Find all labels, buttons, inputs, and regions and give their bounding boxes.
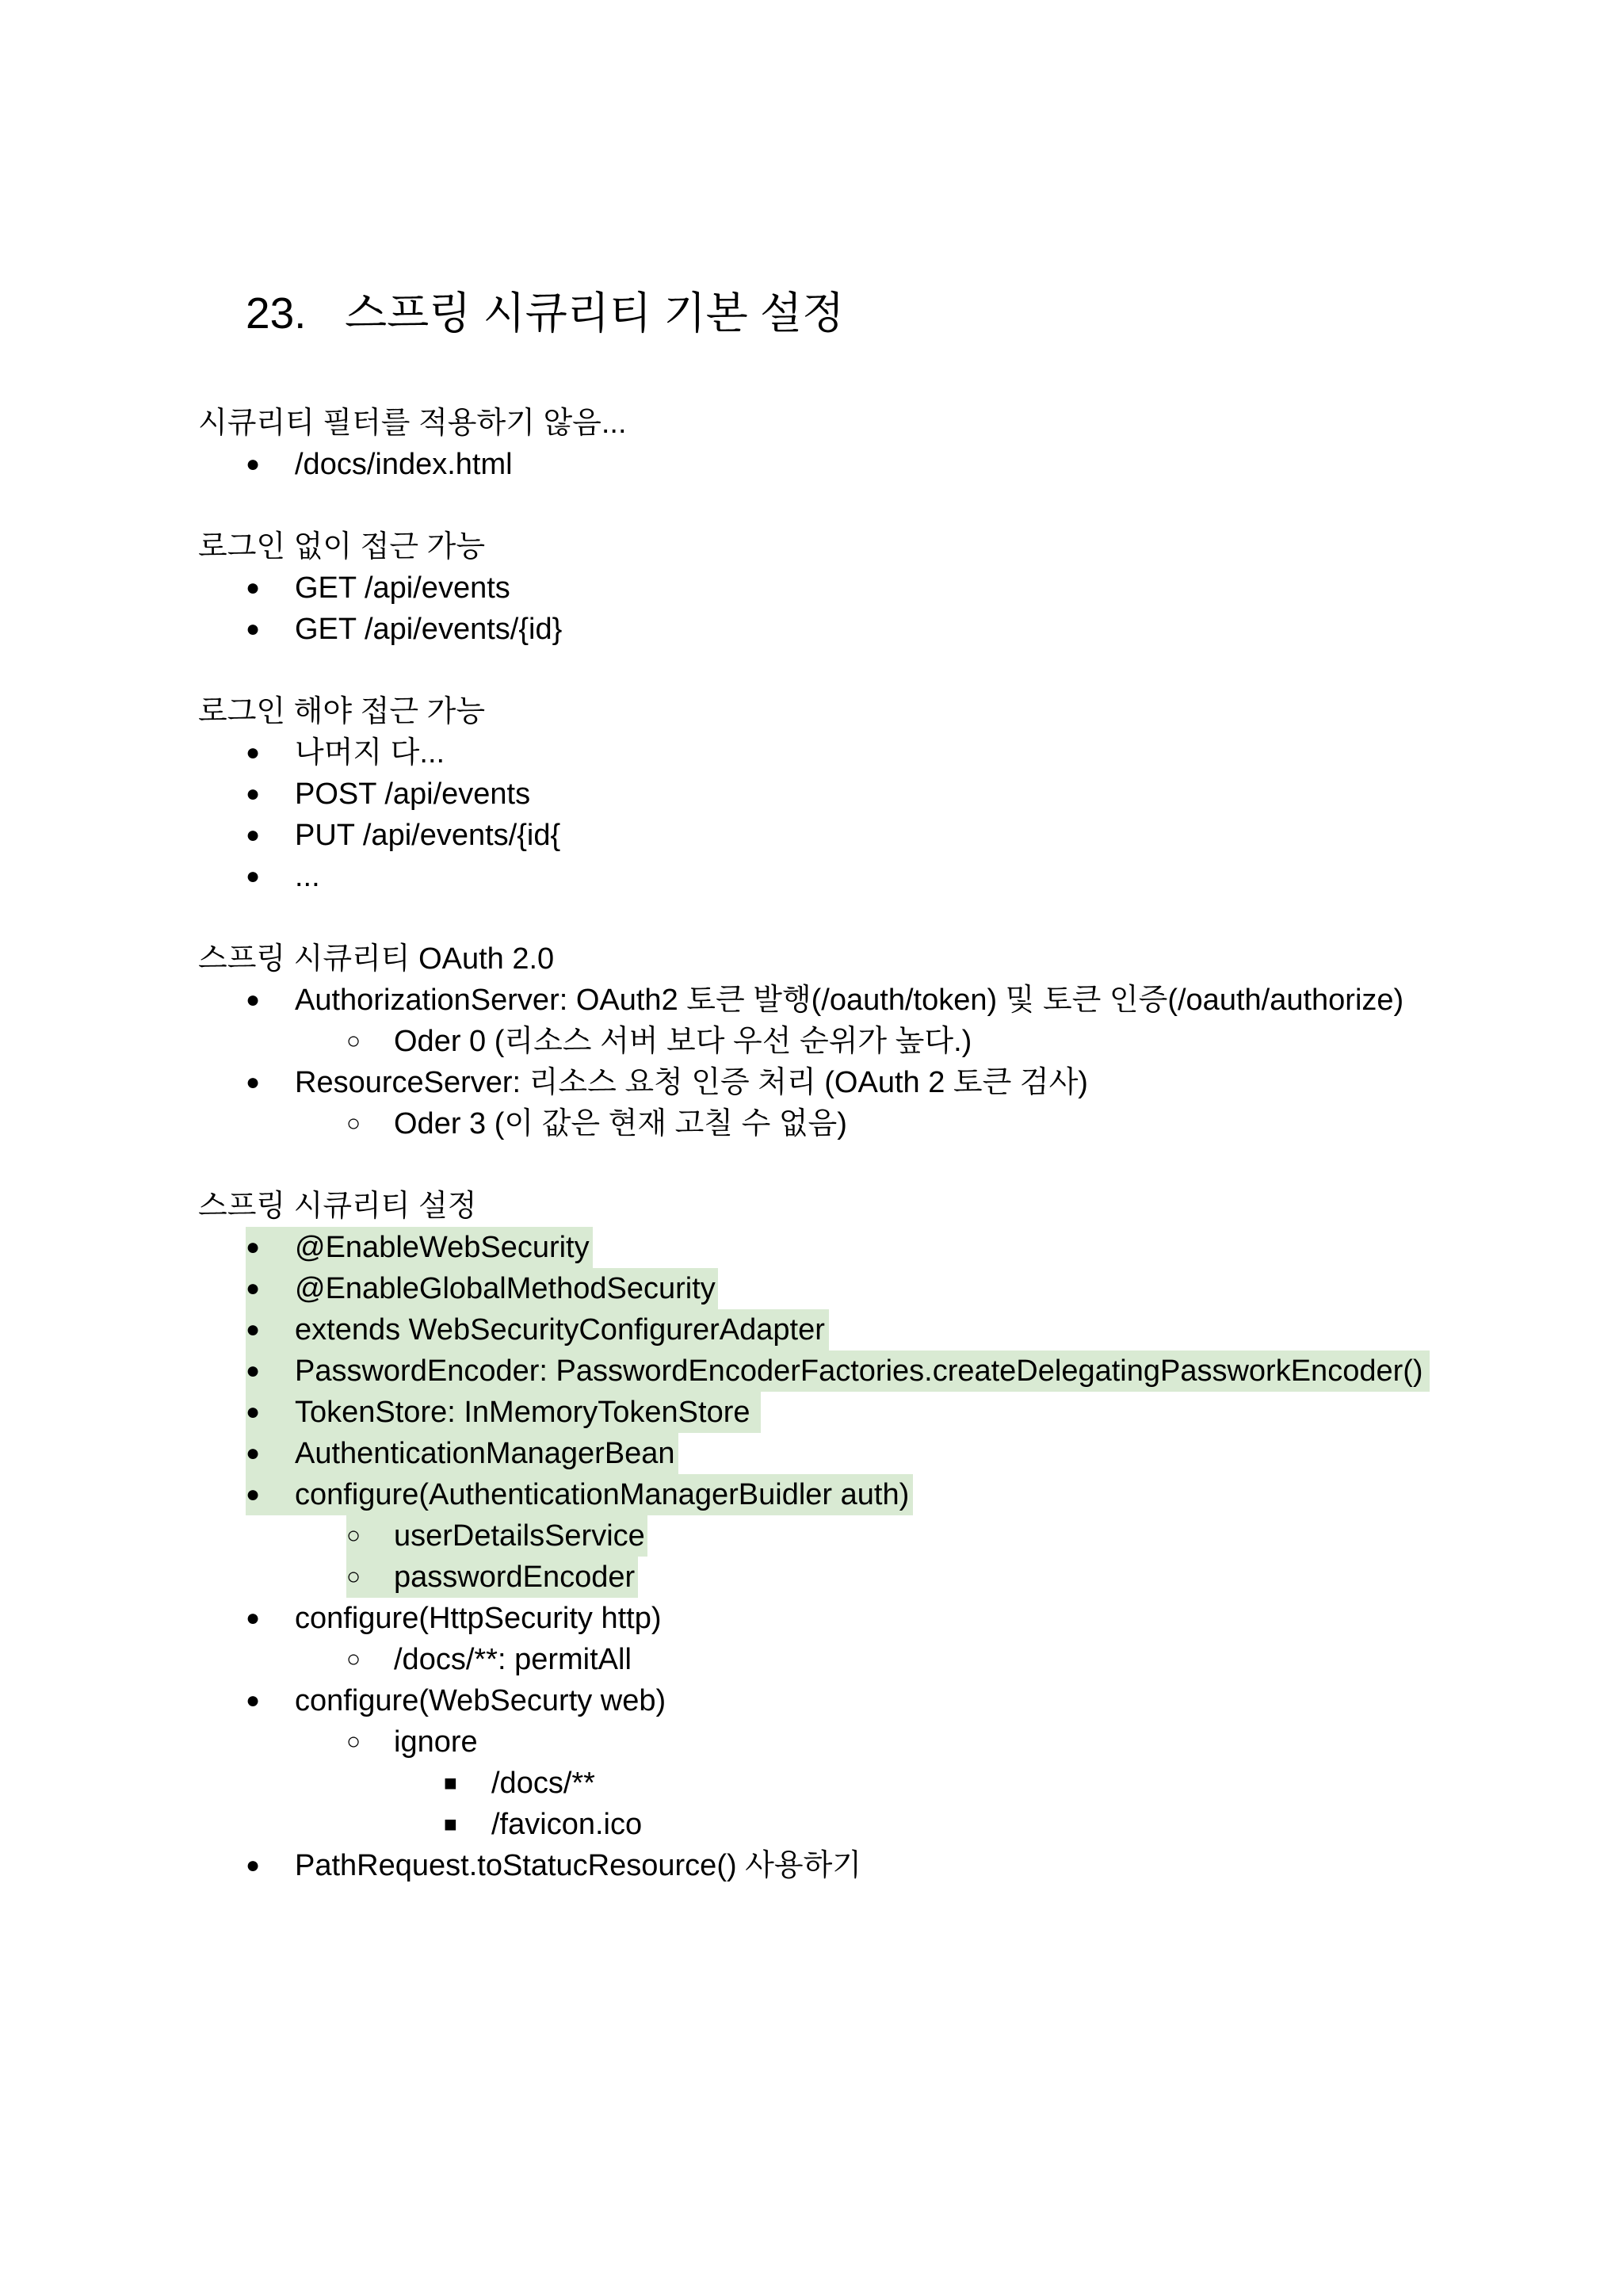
list-item (0, 1062, 1623, 1103)
list-item-text: extends WebSecurityConfigurerAdapter (295, 1313, 825, 1347)
list-item (0, 1804, 1623, 1845)
list-item-text: GET /api/events/{id} (295, 613, 563, 646)
list-item (0, 815, 1623, 856)
circle-bullet-icon: ○ (346, 1646, 361, 1672)
list-item (0, 1721, 1623, 1763)
bullet-icon: ● (246, 987, 261, 1013)
list-item-text: @EnableWebSecurity (295, 1231, 590, 1264)
list-item-text: /docs/** (491, 1767, 595, 1800)
list-item-text: @EnableGlobalMethodSecurity (295, 1272, 716, 1305)
list-item-text: 나머지 다... (295, 736, 445, 770)
list-item-text: /favicon.ico (491, 1808, 643, 1841)
bullet-icon: ● (246, 822, 261, 848)
section-heading-no-login: 로그인 없이 접근 가능 (198, 530, 486, 563)
list-item (0, 1103, 1623, 1144)
list-item-text: Oder 0 (리소스 서버 보다 우선 순위가 높다.) (394, 1025, 972, 1058)
list-item (0, 774, 1623, 815)
list-item-text: configure(AuthenticationManagerBuidler auth) (295, 1478, 910, 1511)
bullet-icon: ● (246, 781, 261, 807)
circle-bullet-icon: ○ (346, 1110, 361, 1137)
bullet-icon: ● (246, 1687, 261, 1713)
section-heading-no-filter: 시큐리티 필터를 적용하기 않음... (198, 407, 627, 440)
bullet-icon: ● (246, 1316, 261, 1343)
circle-bullet-icon: ○ (346, 1729, 361, 1755)
list-item (0, 1845, 1623, 1886)
bullet-icon: ● (246, 1440, 261, 1466)
list-item (0, 856, 1623, 897)
list-item (0, 444, 1623, 485)
bullet-icon: ● (246, 575, 261, 601)
title-number: 23. (246, 288, 307, 338)
list-item (0, 1309, 1623, 1350)
section-heading-login-required: 로그인 해야 접근 가능 (198, 695, 486, 728)
list-item (0, 732, 1623, 774)
list-item (0, 1474, 1623, 1515)
bullet-icon: ● (246, 1069, 261, 1095)
list-item-text: AuthenticationManagerBean (295, 1437, 675, 1470)
list-item-text: AuthorizationServer: OAuth2 토큰 발행(/oauth/token) 및 토큰 인증(/oauth/authorize) (295, 984, 1404, 1017)
bullet-icon: ● (246, 1481, 261, 1507)
list-item-text: ResourceServer: 리소스 요청 인증 처리 (OAuth 2 토큰 검사) (295, 1066, 1088, 1099)
list-item (0, 1021, 1623, 1062)
circle-bullet-icon: ○ (346, 1028, 361, 1054)
circle-bullet-icon: ○ (346, 1522, 361, 1549)
list-item-text: passwordEncoder (394, 1561, 636, 1594)
list-item-text: TokenStore: InMemoryTokenStore (295, 1396, 750, 1429)
list-item (0, 1598, 1623, 1639)
bullet-icon: ● (246, 1358, 261, 1384)
list-item (0, 1763, 1623, 1804)
list-item-text: /docs/index.html (295, 448, 513, 481)
bullet-icon: ● (246, 1852, 261, 1878)
list-item-text: configure(WebSecurty web) (295, 1684, 666, 1717)
list-item-text: /docs/**: permitAll (394, 1643, 632, 1676)
list-item (0, 609, 1623, 650)
list-item-text: ignore (394, 1725, 478, 1759)
bullet-icon: ● (246, 739, 261, 766)
list-item (0, 1433, 1623, 1474)
list-item-text: POST /api/events (295, 777, 531, 811)
list-item-text: PathRequest.toStatucResource() 사용하기 (295, 1849, 862, 1882)
list-item-text: ... (295, 860, 320, 893)
list-item (0, 980, 1623, 1021)
bullet-icon: ● (246, 451, 261, 477)
section-heading-oauth: 스프링 시큐리티 OAuth 2.0 (198, 942, 555, 976)
list-item (0, 1268, 1623, 1309)
bullet-icon: ● (246, 1605, 261, 1631)
list-item (0, 567, 1623, 609)
list-item-text: userDetailsService (394, 1519, 645, 1553)
list-item-text: GET /api/events (295, 571, 510, 605)
list-item-text: Oder 3 (이 값은 현재 고칠 수 없음) (394, 1107, 847, 1140)
bullet-icon: ● (246, 863, 261, 889)
title-text: 스프링 시큐리티 기본 설정 (345, 288, 845, 338)
bullet-icon: ● (246, 1399, 261, 1425)
list-item (0, 1227, 1623, 1268)
square-bullet-icon: ■ (444, 1812, 457, 1836)
list-item (0, 1350, 1623, 1392)
list-item (0, 1639, 1623, 1680)
bullet-icon: ● (246, 616, 261, 642)
bullet-icon: ● (246, 1234, 261, 1260)
list-item-text: PasswordEncoder: PasswordEncoderFactories.createDelegatingPassworkEncoder() (295, 1354, 1423, 1388)
square-bullet-icon: ■ (444, 1771, 457, 1795)
list-item-text: configure(HttpSecurity http) (295, 1602, 662, 1635)
list-item (0, 1392, 1623, 1433)
page-title (246, 281, 844, 345)
bullet-icon: ● (246, 1275, 261, 1301)
list-item-text: PUT /api/events/{id{ (295, 819, 561, 852)
list-item (0, 1680, 1623, 1721)
circle-bullet-icon: ○ (346, 1564, 361, 1590)
list-item (0, 1515, 1623, 1557)
list-item (0, 1557, 1623, 1598)
section-heading-config: 스프링 시큐리티 설정 (198, 1190, 477, 1223)
